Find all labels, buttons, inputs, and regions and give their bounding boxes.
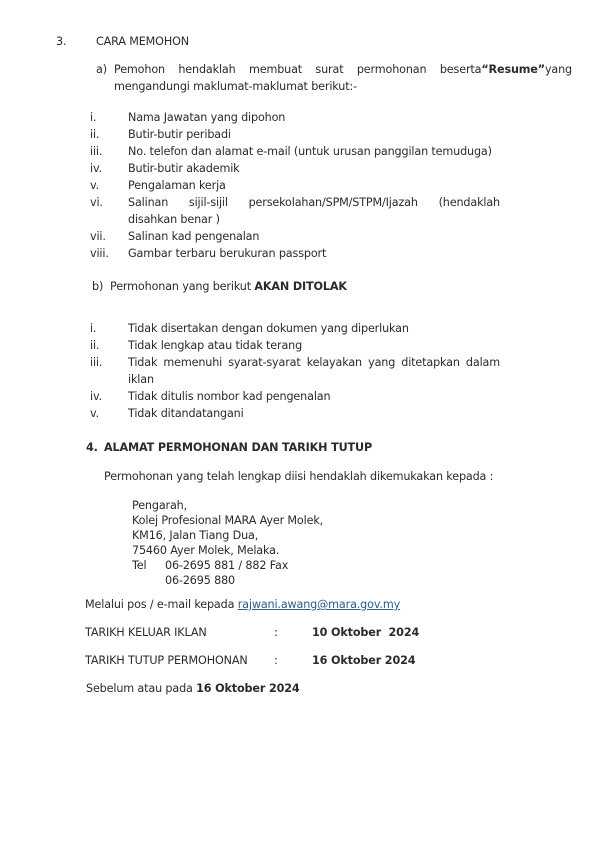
address-line: Kolej Profesional MARA Ayer Molek, bbox=[132, 514, 324, 527]
part-a-line1-end: yang bbox=[544, 63, 573, 76]
date-label: TARIKH KELUAR IKLAN bbox=[85, 626, 207, 639]
date-value: 10 Oktober 2024 bbox=[312, 626, 420, 639]
part-b-text bbox=[110, 280, 347, 293]
list-item-number: ii. bbox=[90, 128, 100, 141]
tel-label: Tel bbox=[132, 559, 147, 572]
section-3-number: 3. bbox=[56, 35, 67, 48]
deadline-date: 16 Oktober 2024 bbox=[196, 682, 300, 695]
list-item-number: vii. bbox=[90, 230, 106, 243]
list-item-number: i. bbox=[90, 322, 97, 335]
part-b-label: b) bbox=[92, 280, 104, 293]
list-item-number: viii. bbox=[90, 247, 109, 260]
list-item: Tidak ditandatangani bbox=[128, 407, 244, 420]
list-item-number: iv. bbox=[90, 390, 102, 403]
list-item-number: iii. bbox=[90, 356, 103, 369]
deadline-prefix: Sebelum atau pada bbox=[86, 682, 193, 695]
list-item: Butir-butir peribadi bbox=[128, 128, 231, 141]
list-item: Pengalaman kerja bbox=[128, 179, 226, 192]
email-line bbox=[85, 598, 400, 611]
section-3-title: CARA MEMOHON bbox=[96, 35, 189, 48]
list-item: Salinan kad pengenalan bbox=[128, 230, 260, 243]
list-item: Butir-butir akademik bbox=[128, 162, 240, 175]
address-line: 75460 Ayer Molek, Melaka. bbox=[132, 544, 280, 557]
email-prefix: Melalui pos / e-mail kepada bbox=[85, 598, 235, 611]
deadline-line bbox=[86, 682, 299, 695]
list-item: Salinan sijil-sijil persekolahan/SPM/STPM/Ijazah (hendaklah bbox=[128, 196, 500, 209]
list-item-number: v. bbox=[90, 179, 100, 192]
date-separator: : bbox=[274, 626, 278, 639]
list-item: Tidak memenuhi syarat-syarat kelayakan yang ditetapkan dalam bbox=[128, 356, 500, 369]
fax-number: 06-2695 880 bbox=[165, 574, 236, 587]
list-item: Gambar terbaru berukuran passport bbox=[128, 247, 327, 260]
list-item: Nama Jawatan yang dipohon bbox=[128, 111, 286, 124]
part-a-line1 bbox=[114, 63, 573, 76]
email-link[interactable]: rajwani.awang@mara.gov.my bbox=[237, 598, 401, 611]
list-item: Tidak disertakan dengan dokumen yang diperlukan bbox=[128, 322, 409, 335]
part-a-label: a) bbox=[96, 63, 107, 76]
part-a-line1-text: Pemohon hendaklah membuat surat permohonan beserta bbox=[114, 63, 482, 76]
section-4-intro: Permohonan yang telah lengkap diisi hendaklah dikemukakan kepada : bbox=[104, 470, 494, 483]
part-a-line2: mengandungi maklumat-maklumat berikut:- bbox=[114, 80, 357, 93]
date-label: TARIKH TUTUP PERMOHONAN bbox=[85, 654, 248, 667]
list-item-number: iii. bbox=[90, 145, 103, 158]
section-4-title: ALAMAT PERMOHONAN DAN TARIKH TUTUP bbox=[104, 441, 373, 454]
list-item-number: v. bbox=[90, 407, 100, 420]
list-item: Tidak lengkap atau tidak terang bbox=[128, 339, 303, 352]
list-item-continuation: iklan bbox=[128, 373, 154, 386]
resume-emphasis: “Resume” bbox=[481, 63, 545, 76]
date-value: 16 Oktober 2024 bbox=[312, 654, 416, 667]
part-b-text-prefix: Permohonan yang berikut bbox=[110, 280, 251, 293]
list-item-number: i. bbox=[90, 111, 97, 124]
date-separator: : bbox=[274, 654, 278, 667]
address-line: Pengarah, bbox=[132, 499, 188, 512]
address-line: KM16, Jalan Tiang Dua, bbox=[132, 529, 259, 542]
list-item: No. telefon dan alamat e-mail (untuk urusan panggilan temuduga) bbox=[128, 145, 492, 158]
section-4-number: 4. bbox=[86, 441, 98, 454]
list-item-number: ii. bbox=[90, 339, 100, 352]
list-item-continuation: disahkan benar ) bbox=[128, 213, 220, 226]
rejected-emphasis: AKAN DITOLAK bbox=[254, 280, 347, 293]
list-item: Tidak ditulis nombor kad pengenalan bbox=[128, 390, 331, 403]
tel-fax-numbers: 06-2695 881 / 882 Fax bbox=[165, 559, 289, 572]
list-item-number: iv. bbox=[90, 162, 102, 175]
list-item-number: vi. bbox=[90, 196, 103, 209]
